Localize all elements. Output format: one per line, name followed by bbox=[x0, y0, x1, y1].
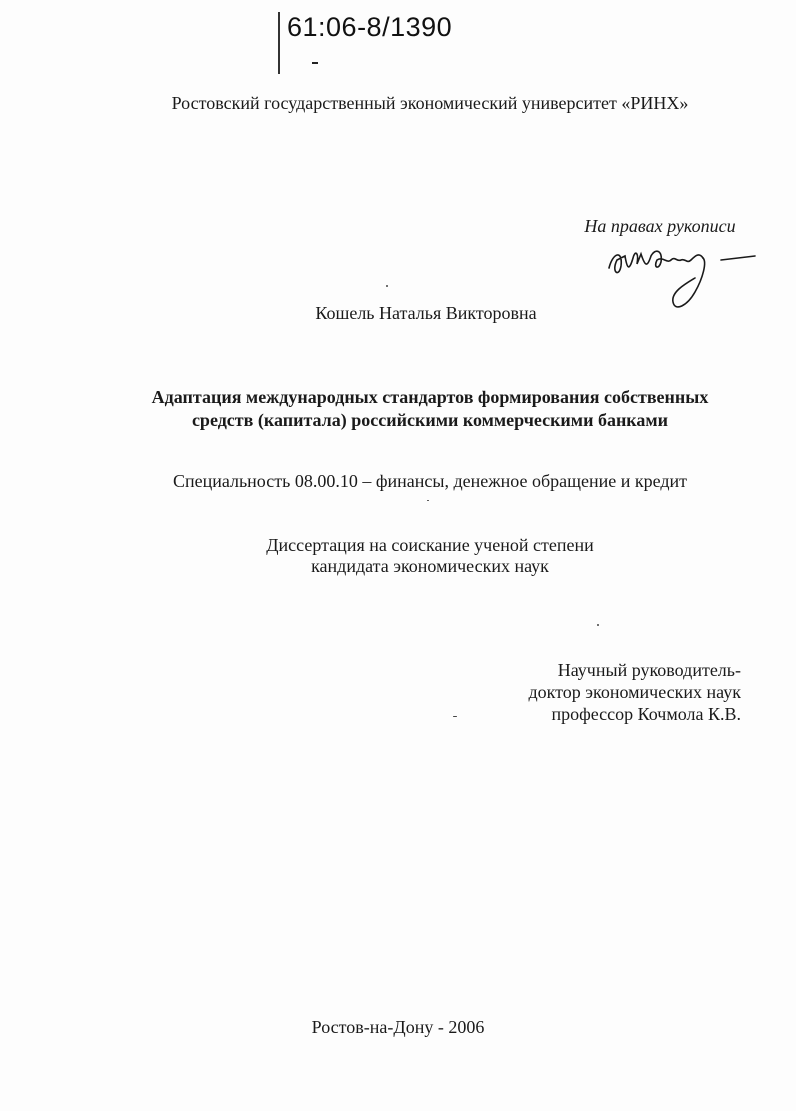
author-name: Кошель Наталья Викторовна bbox=[315, 303, 537, 323]
scan-speck bbox=[453, 716, 457, 717]
advisor-role: Научный руководитель- bbox=[557, 660, 741, 680]
degree-line-2: кандидата экономических наук bbox=[311, 556, 549, 576]
rights-note: На правах рукописи bbox=[584, 216, 736, 236]
dissertation-title-line-1: Адаптация международных стандартов формирования собственных bbox=[151, 387, 709, 407]
scan-speck bbox=[386, 285, 388, 287]
scan-speck bbox=[597, 624, 599, 626]
dissertation-title-line-2: средств (капитала) российскими коммерческими банками bbox=[191, 410, 669, 430]
degree-line-1: Диссертация на соискание ученой степени bbox=[266, 535, 594, 555]
specialty-line: Специальность 08.00.10 – финансы, денежное обращение и кредит bbox=[172, 471, 688, 491]
advisor-name: профессор Кочмола К.В. bbox=[551, 704, 741, 724]
stamp-mark bbox=[312, 62, 318, 64]
archive-stamp-code: 61:06-8/1390 bbox=[287, 12, 453, 42]
university-name: Ростовский государственный экономический университет «РИНХ» bbox=[171, 93, 689, 113]
stamp-divider bbox=[278, 12, 280, 74]
advisor-degree: доктор экономических наук bbox=[528, 682, 741, 702]
city-year: Ростов-на-Дону - 2006 bbox=[311, 1017, 485, 1037]
scan-speck bbox=[427, 500, 429, 501]
